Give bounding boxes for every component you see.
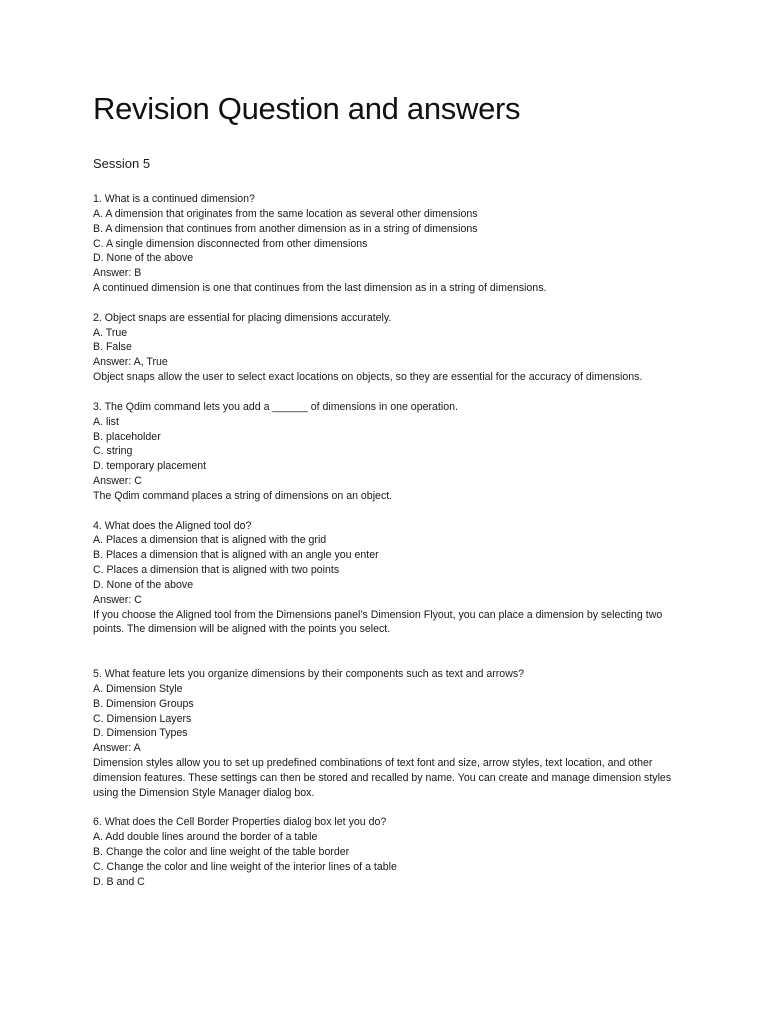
option-b: B. Places a dimension that is aligned with an angle you enter [93, 549, 379, 562]
answer-line: Answer: A, True [93, 356, 168, 369]
document-title: Revision Question and answers [93, 91, 521, 126]
explanation-text: A continued dimension is one that continues from the last dimension as in a string of dimensions. [93, 282, 547, 295]
answer-line: Answer: C [93, 593, 142, 606]
option-a: A. list [93, 415, 119, 428]
question-block-3 [93, 400, 693, 504]
option-a: A. Places a dimension that is aligned with the grid [93, 534, 327, 547]
question-block-5 [93, 667, 693, 801]
option-c: C. A single dimension disconnected from other dimensions [93, 237, 368, 250]
option-d: D. None of the above [93, 578, 194, 591]
question-text: 3. The Qdim command lets you add a ______ of dimensions in one operation. [93, 400, 458, 413]
explanation-text: Dimension styles allow you to set up predefined combinations of text font and size, arrow styles, text location, and other dimension features. These settings can then be stored and recalled by name. You can create and manage dimension styles using the Dimension Style Manager dialog box. [93, 757, 672, 799]
option-b: B. False [93, 341, 132, 354]
option-b: B. Change the color and line weight of the table border [93, 846, 350, 859]
option-a: A. Dimension Style [93, 682, 183, 695]
option-b: B. placeholder [93, 430, 161, 443]
explanation-text: Object snaps allow the user to select exact locations on objects, so they are essential for the accuracy of dimensions. [93, 371, 643, 384]
option-a: A. True [93, 326, 128, 339]
question-text: 1. What is a continued dimension? [93, 193, 255, 205]
option-c: C. string [93, 445, 133, 458]
explanation-text: The Qdim command places a string of dimensions on an object. [93, 489, 393, 502]
option-c: C. Places a dimension that is aligned with two points [93, 564, 340, 577]
option-d: D. temporary placement [93, 460, 207, 473]
question-block-6 [93, 815, 693, 889]
question-text: 6. What does the Cell Border Properties dialog box let you do? [93, 816, 387, 829]
explanation-text: If you choose the Aligned tool from the Dimensions panel’s Dimension Flyout, you can place a dimension by selecting two points. The dimension will be aligned with the points you select. [93, 608, 663, 636]
option-d: D. Dimension Types [93, 727, 188, 740]
answer-line: Answer: A [93, 742, 141, 755]
option-d: D. None of the above [93, 252, 194, 265]
option-c: C. Change the color and line weight of the interior lines of a table [93, 860, 397, 873]
option-a: A. Add double lines around the border of a table [93, 831, 318, 844]
option-b: B. A dimension that continues from another dimension as in a string of dimensions [93, 222, 478, 235]
question-block-1 [93, 192, 693, 296]
answer-line: Answer: C [93, 475, 142, 488]
option-d: D. B and C [93, 875, 145, 888]
answer-line: Answer: B [93, 267, 142, 280]
question-block-2 [93, 311, 693, 385]
document-page [93, 88, 693, 890]
question-text: 5. What feature lets you organize dimensions by their components such as text and arrows? [93, 668, 525, 680]
option-a: A. A dimension that originates from the same location as several other dimensions [93, 207, 478, 220]
question-text: 4. What does the Aligned tool do? [93, 519, 252, 532]
question-block-4 [93, 519, 693, 638]
session-heading: Session 5 [93, 156, 151, 171]
option-b: B. Dimension Groups [93, 697, 194, 710]
option-c: C. Dimension Layers [93, 712, 192, 725]
question-text: 2. Object snaps are essential for placing dimensions accurately. [93, 311, 392, 324]
